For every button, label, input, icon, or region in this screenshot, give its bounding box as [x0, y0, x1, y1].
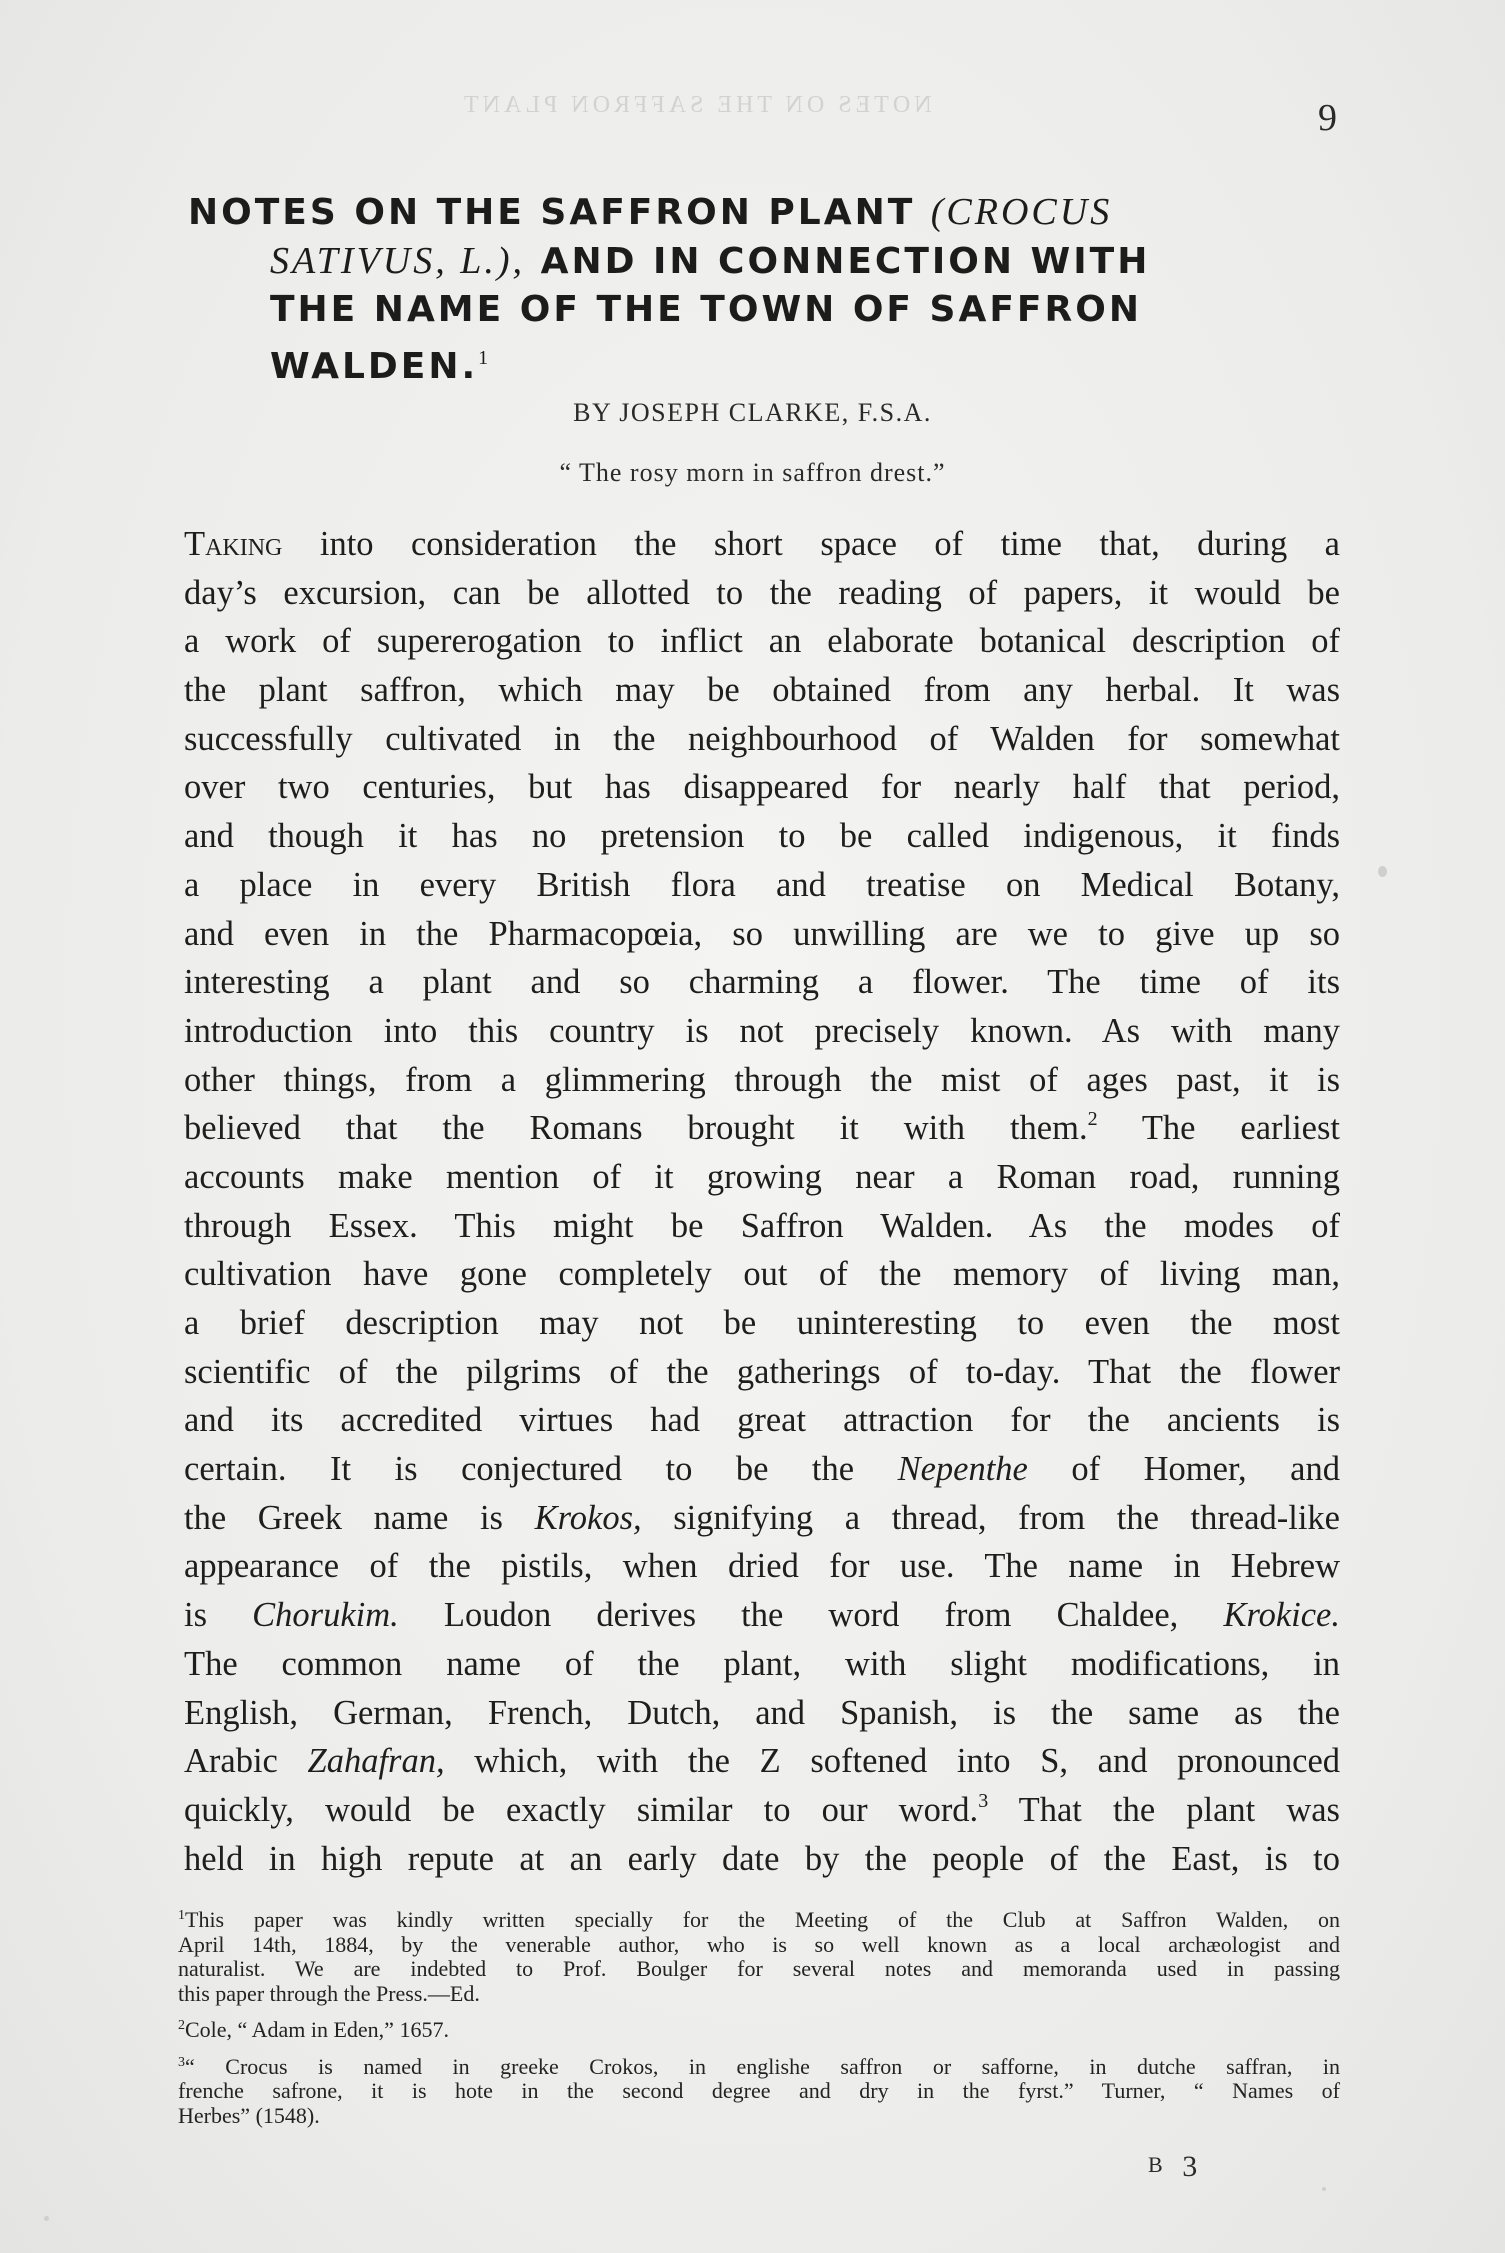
body-line: other things, from a glimmering through the mist of ages past, it is [184, 1060, 1340, 1099]
footnote-2 [178, 2018, 1340, 2043]
body-line: the plant saffron, which may be obtained from any herbal. It was [184, 671, 1340, 710]
body-line: The common name of the plant, with slight modifications, in [184, 1644, 1340, 1683]
footnote-line: $^1$This paper was kindly written specially for the Meeting of the Club at Saffron Walden, on [178, 1907, 1340, 1932]
footnote-marker: 2 [178, 2018, 185, 2033]
article-title [188, 188, 1348, 391]
signature-mark: B 3 [1148, 2150, 1204, 2183]
body-line: English, German, French, Dutch, and Spanish, is the same as the [184, 1693, 1340, 1732]
body-line: certain. It is conjectured to be the Nepenthe of Homer, and [184, 1450, 1340, 1489]
title-line-4: WALDEN.$^1$ [270, 346, 489, 387]
body-line: a brief description may not be uninteresting to even the most [184, 1304, 1340, 1342]
title-line-3: THE NAME OF THE TOWN OF SAFFRON [270, 289, 1142, 330]
footnote-marker: 1 [178, 1908, 185, 1923]
footnote-line: this paper through the Press.—Ed. [178, 1980, 480, 2006]
footnote-marker: 3 [178, 2054, 185, 2070]
body-line: introduction into this country is not precisely known. As with many [184, 1011, 1340, 1050]
body-line: over two centuries, but has disappeared for nearly half that period, [184, 768, 1340, 807]
footnotes [178, 1908, 1340, 2140]
footnote-1 [178, 1908, 1340, 2006]
author-byline: BY JOSEPH CLARKE, F.S.A. [573, 398, 932, 427]
paper-speck [44, 2216, 49, 2221]
footnote-line: frenche safrone, it is hote in the second degree and dry in the fyrst.” Turner, “ Names of [178, 2078, 1340, 2103]
footnote-line: $^3$“ Crocus is named in greeke Crokos, in englishe saffron or safforne, in dutche saffran, in [178, 2053, 1340, 2079]
body-line: cultivation have gone completely out of the memory of living man, [184, 1255, 1340, 1294]
body-line: a work of supererogation to inflict an elaborate botanical description of [184, 622, 1340, 661]
body-line: successfully cultivated in the neighbourhood of Walden for somewhat [184, 719, 1340, 758]
footnote-line: Herbes” (1548). [178, 2102, 320, 2128]
footnote-ref-1: 1 [478, 347, 489, 369]
epigraph: “ The rosy morn in saffron drest.” [559, 458, 946, 487]
footnote-3 [178, 2055, 1340, 2129]
body-line: and even in the Pharmacopœia, so unwilling are we to give up so [184, 914, 1340, 953]
footnote-line: $^2$Cole, “ Adam in Eden,” 1657. [178, 2017, 449, 2042]
body-line: through Essex. This might be Saffron Walden. As the modes of [184, 1206, 1340, 1245]
body-line: a place in every British flora and treatise on Medical Botany, [184, 865, 1340, 904]
body-line: Arabic Zahafran, which, with the Z softened into S, and pronounced [184, 1742, 1341, 1781]
footnote-line: April 14th, 1884, by the venerable author, who is so well known as a local archæologist and [178, 1931, 1340, 1957]
title-line-2: SATIVUS, L.), AND IN CONNECTION WITH [270, 240, 1151, 282]
footnote-ref-3: 3 [978, 1789, 989, 1812]
body-line: held in high repute at an early date by the people of the East, is to [184, 1839, 1340, 1878]
title-line-1: NOTES ON THE SAFFRON PLANT (CROCUS [188, 191, 1113, 233]
footnote-ref-2: 2 [1087, 1108, 1098, 1131]
body-line: interesting a plant and so charming a flower. The time of its [184, 963, 1340, 1002]
body-line: appearance of the pistils, when dried for use. The name in Hebrew [184, 1547, 1340, 1586]
body-line: Taking into consideration the short space of time that, during a [184, 525, 1340, 563]
body-line: believed that the Romans brought it with them.$^2$ The earliest [184, 1108, 1341, 1148]
body-line: quickly, would be exactly similar to our word.$^3$ That the plant was [184, 1789, 1340, 1829]
body-line: day’s excursion, can be allotted to the reading of papers, it would be [184, 573, 1340, 612]
body-line: and though it has no pretension to be called indigenous, it finds [184, 817, 1340, 856]
paper-speck [1322, 2187, 1326, 2191]
body-line: scientific of the pilgrims of the gatherings of to-day. That the flower [184, 1352, 1340, 1391]
body-line: accounts make mention of it growing near a Roman road, running [184, 1157, 1340, 1196]
body-line: the Greek name is Krokos, signifying a thread, from the thread-like [184, 1498, 1340, 1537]
running-head-show-through: NOTES ON THE SAFFRON PLANT [460, 92, 932, 118]
page-number: 9 [1318, 97, 1337, 139]
footnote-line: naturalist. We are indebted to Prof. Boulger for several notes and memoranda used in passing [178, 1956, 1340, 1981]
body-line: is Chorukim. Loudon derives the word from Chaldee, Krokice. [184, 1596, 1340, 1635]
body-text [184, 520, 1340, 1883]
body-line: and its accredited virtues had great attraction for the ancients is [184, 1401, 1340, 1440]
paper-speck [1378, 866, 1387, 877]
